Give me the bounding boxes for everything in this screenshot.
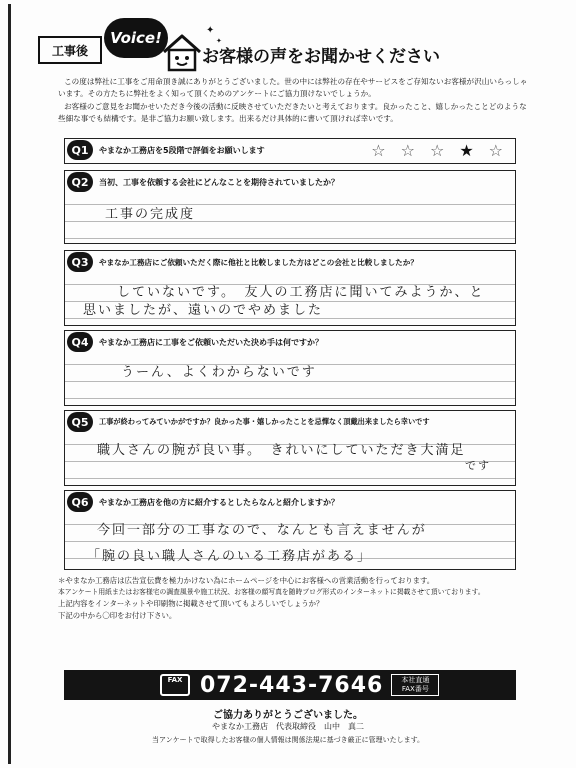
question-text: やまなか工務店を他の方に紹介するとしたらなんと紹介しますか？ [99,497,339,507]
company-name: やまなか工務店 代表取締役 山中 真二 [212,722,364,731]
after-construction-tag: 工事後 [38,36,102,64]
notes [58,575,528,621]
question-q3 [64,250,516,326]
question-q2 [64,170,516,244]
handwritten-answer: 「腕の良い職人さんのいる工務店がある」 [87,549,373,564]
intro-paragraph: お客様のご意見をお聞かせいただき今後の活動に反映させていただきたいと考えております。良かったこと、嬉しかったことどのような些細な事でも結構です。是非ご協力お願い致します。出来るだけ具体的に書いて頂ければ幸いです。 [58,102,527,123]
sparkle-icon: ✦ [206,25,215,36]
handwritten-answer: です [465,459,491,472]
note-line: 下記の中から〇印をお付け下さい。 [58,610,177,620]
fax-icon: FAX [160,674,190,696]
fax-number: 072-443-7646 [200,672,384,698]
rating-stars[interactable] [371,141,503,160]
question-q1 [64,138,516,164]
star-icon[interactable]: ☆ [488,141,503,160]
question-q4 [64,330,516,406]
note-line: 本アンケート用紙またはお客様宅の調査風景や施工状況、お客様の顔写真を随時ブログ形式のインターネットに掲載させて頂いております。 [58,587,485,596]
question-number: Q6 [67,492,93,512]
intro-paragraph: この度は弊社に工事をご用命頂き誠にありがとうございました。世の中には弊社の存在やサービスをご存知ないお客様が沢山いらっしゃいます。その方たちに弊社をよく知って頂くためのアンケートにご協力頂けないでしょうか。 [58,77,528,98]
star-icon[interactable]: ☆ [400,141,415,160]
star-icon[interactable]: ☆ [371,141,386,160]
question-number: Q2 [67,172,93,192]
question-text: やまなか工務店に工事をご依頼いただいた決め手は何ですか？ [99,337,323,347]
page-title: お客様の声をお聞かせください [202,47,440,67]
privacy-note: 当アンケートで取得したお客様の個人情報は関係法規に基づき厳正に管理いたします。 [151,736,425,744]
sparkle-icon: ✦ [216,37,222,45]
handwritten-answer: 思いましたが、遠いのでやめました [83,303,324,318]
fax-label-line: FAX番号 [401,685,429,693]
note-line: 上記内容をインターネットや印刷物に掲載させて頂いてもよろしいでしょうか？ [58,599,324,609]
voice-logo: Voice! [104,18,168,58]
star-icon-filled[interactable]: ★ [459,141,474,160]
handwritten-answer: 今回一部分の工事なので、なんとも言えませんが [97,523,427,538]
thanks-message: ご協力ありがとうございました。 [213,710,363,721]
fax-label [391,674,439,696]
question-number: Q1 [67,140,93,160]
star-icon[interactable]: ☆ [429,141,445,160]
fax-bar [64,670,516,700]
handwritten-answer: していないです。 友人の工務店に聞いてみようか、と [117,285,485,300]
question-text: 当初、工事を依頼する会社にどんなことを期待されていましたか？ [99,177,339,187]
house-icon [160,30,204,74]
page-edge [8,4,11,764]
question-q5 [64,410,516,486]
question-number: Q5 [67,412,93,432]
question-text: やまなか工務店にご依頼いただく際に他社と比較しました方はどこの会社と比較しましたか？ [99,257,418,267]
handwritten-answer: 職人さんの腕が良い事。 きれいにしていただき大満足 [97,443,466,458]
question-number: Q3 [67,252,93,272]
handwritten-answer: うーん、よくわからないです [121,365,317,380]
question-text: 工事が終わってみていかがですか？良かった事・嬉しかったことを忌憚なく頂戴出来ましたら幸いです [99,417,430,426]
question-q6 [64,490,516,570]
question-number: Q4 [67,332,93,352]
note-line: ＊やまなか工務店は広告宣伝費を極力かけない為にホームページを中心にお客様への営業活動を行っております。 [58,576,435,585]
question-text: やまなか工務店を5段階で評価をお願いします [99,145,265,155]
fax-label-line: 本社直通 [401,676,430,684]
intro-text [58,76,528,126]
handwritten-answer: 工事の完成度 [105,207,196,222]
